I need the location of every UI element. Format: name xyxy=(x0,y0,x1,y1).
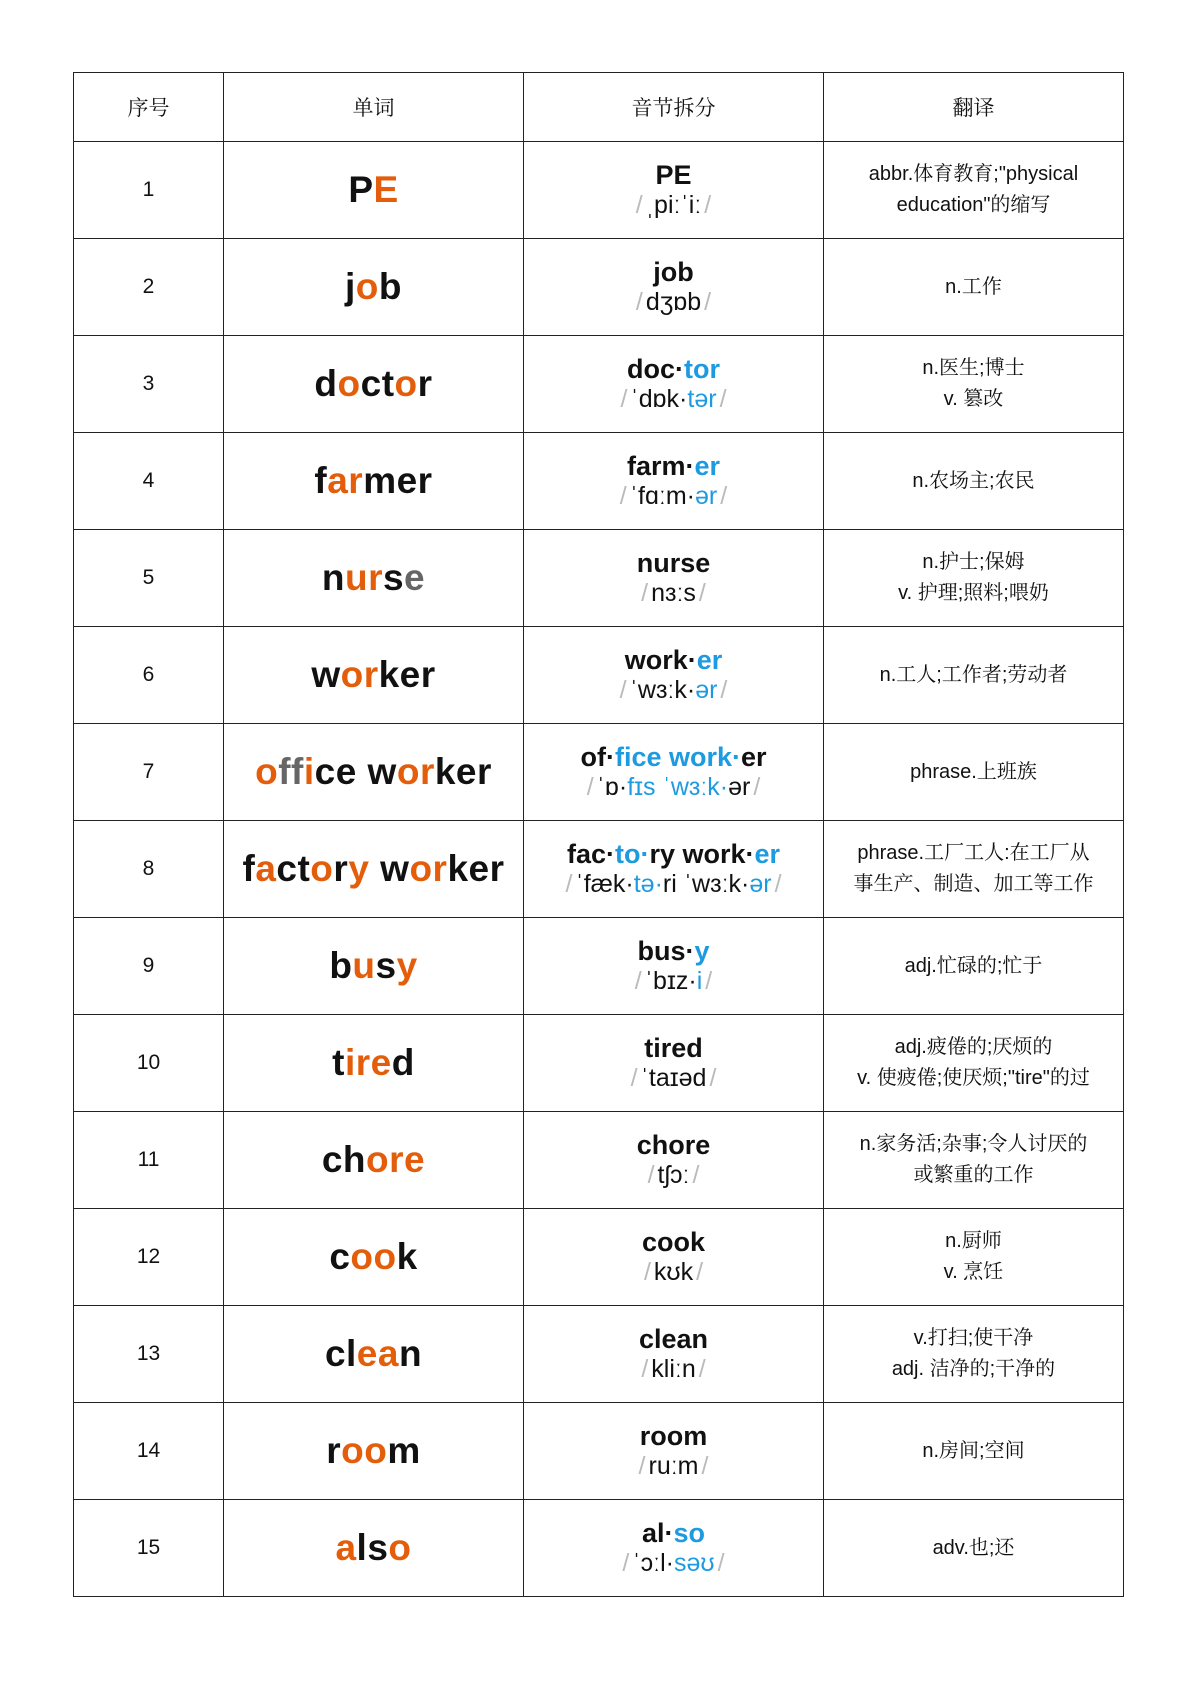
slash: / xyxy=(586,773,594,801)
syllable-cell xyxy=(524,1500,824,1597)
slash: / xyxy=(698,1355,706,1383)
word-segment: r xyxy=(417,363,433,404)
phonetic-segment: tə· xyxy=(633,870,663,898)
phonetic xyxy=(526,287,821,317)
word-segment: E xyxy=(373,169,399,210)
word-segment: ar xyxy=(327,460,364,501)
translation-line: n.工人;工作者;劳动者 xyxy=(879,663,1068,686)
slash: / xyxy=(753,773,761,801)
syllable-segment: er xyxy=(696,645,723,675)
syllable-split xyxy=(526,1033,821,1063)
header-word: 单词 xyxy=(224,73,524,142)
translation-cell xyxy=(824,724,1124,821)
table-row xyxy=(74,530,1124,627)
word-segment: t xyxy=(332,1042,345,1083)
row-index: 12 xyxy=(74,1209,224,1306)
syllable-segment: fac· xyxy=(566,839,615,869)
word-segment: ker xyxy=(447,848,505,889)
row-index: 14 xyxy=(74,1403,224,1500)
phonetic xyxy=(526,190,821,220)
syllable-cell xyxy=(524,1112,824,1209)
header-syllables: 音节拆分 xyxy=(524,73,824,142)
word-segment: j xyxy=(345,266,356,307)
phonetic-segment: ˈtaɪəd xyxy=(640,1064,707,1092)
phonetic xyxy=(526,966,821,996)
translation-cell xyxy=(824,1015,1124,1112)
table-row xyxy=(74,821,1124,918)
syllable-segment: er xyxy=(741,742,767,772)
translation-line: n.房间;空间 xyxy=(922,1439,1025,1462)
syllable-split xyxy=(526,742,821,772)
syllable-segment: y xyxy=(694,936,710,966)
table-row xyxy=(74,433,1124,530)
word-segment: a xyxy=(255,848,277,889)
word-segment: k xyxy=(396,1236,418,1277)
syllable-segment: room xyxy=(639,1421,708,1451)
slash: / xyxy=(619,676,627,704)
word-segment: mer xyxy=(363,460,433,501)
syllable-split xyxy=(526,160,821,190)
phonetic-segment: tʃɔː xyxy=(657,1161,690,1189)
word-segment: b xyxy=(329,945,353,986)
word-segment: ce w xyxy=(314,751,397,792)
phonetic-segment: dʒɒb xyxy=(645,288,702,316)
syllable-split xyxy=(526,257,821,287)
syllable-segment: farm· xyxy=(626,451,695,481)
translation-line: n.家务活;杂事;令人讨厌的 xyxy=(859,1133,1088,1155)
word-segment: d xyxy=(314,363,338,404)
phonetic xyxy=(526,1451,821,1481)
word-cell xyxy=(224,918,524,1015)
table-row xyxy=(74,1015,1124,1112)
phonetic-segment: ər xyxy=(749,870,772,898)
word-cell xyxy=(224,1306,524,1403)
slash: / xyxy=(692,1161,700,1189)
word-segment: w xyxy=(311,654,341,695)
syllable-segment: of· xyxy=(580,742,615,772)
translation-line: v.打扫;使干净 xyxy=(913,1327,1034,1349)
header-translation: 翻译 xyxy=(824,73,1124,142)
word-cell xyxy=(224,433,524,530)
syllable-cell xyxy=(524,1015,824,1112)
word-segment: n xyxy=(398,1333,423,1374)
syllable-segment: cook xyxy=(641,1227,706,1257)
phonetic-segment: ˈbɪz· xyxy=(644,967,697,995)
table-row xyxy=(74,918,1124,1015)
word-segment: ct xyxy=(360,363,395,404)
translation-line: v. 烹饪 xyxy=(943,1261,1004,1283)
word-segment: ls xyxy=(356,1527,389,1568)
syllable-segment: al· xyxy=(641,1518,674,1548)
translation-line: phrase.上班族 xyxy=(910,760,1037,783)
row-index: 13 xyxy=(74,1306,224,1403)
syllable-split xyxy=(526,451,821,481)
word-segment: n xyxy=(321,557,345,598)
syllable-cell xyxy=(524,627,824,724)
syllable-cell xyxy=(524,239,824,336)
word-segment: a xyxy=(335,1527,357,1568)
syllable-segment: ry work· xyxy=(649,839,755,869)
word-segment: o xyxy=(310,848,334,889)
header-row xyxy=(74,73,1124,142)
translation-cell xyxy=(824,821,1124,918)
word-segment: ker xyxy=(434,751,492,792)
translation-cell xyxy=(824,918,1124,1015)
translation-cell xyxy=(824,1403,1124,1500)
slash: / xyxy=(717,1549,725,1577)
translation-cell xyxy=(824,1112,1124,1209)
word-cell xyxy=(224,1403,524,1500)
row-index: 7 xyxy=(74,724,224,821)
table-row xyxy=(74,627,1124,724)
word-cell xyxy=(224,336,524,433)
word-segment: oo xyxy=(341,1430,388,1471)
word-segment: o xyxy=(255,751,279,792)
word-cell xyxy=(224,627,524,724)
syllable-cell xyxy=(524,336,824,433)
word-segment: r xyxy=(326,1430,342,1471)
phonetic-segment: nɜːs xyxy=(651,579,696,607)
word-segment: or xyxy=(409,848,448,889)
syllable-segment: work· xyxy=(624,645,697,675)
slash: / xyxy=(701,1452,709,1480)
syllable-segment: job xyxy=(653,257,694,287)
slash: / xyxy=(620,385,628,413)
word-cell xyxy=(224,724,524,821)
translation-line: 或繁重的工作 xyxy=(913,1164,1034,1186)
phonetic-segment: kliːn xyxy=(651,1355,696,1383)
table-row xyxy=(74,1112,1124,1209)
phonetic xyxy=(526,1354,821,1384)
word-segment: f xyxy=(242,848,256,889)
syllable-segment: PE xyxy=(655,160,692,190)
slash: / xyxy=(704,191,712,219)
word-segment: o xyxy=(337,363,361,404)
row-index: 5 xyxy=(74,530,224,627)
syllable-segment: so xyxy=(673,1518,706,1548)
syllable-segment: tor xyxy=(684,354,720,384)
translation-line: phrase.工厂工人:在工厂从 xyxy=(857,842,1090,864)
word-segment: ea xyxy=(356,1333,399,1374)
row-index: 6 xyxy=(74,627,224,724)
row-index: 9 xyxy=(74,918,224,1015)
word-segment: ore xyxy=(366,1139,426,1180)
translation-line: adj.忙碌的;忙于 xyxy=(904,954,1043,977)
phonetic xyxy=(526,1257,821,1287)
phonetic-segment: kʊk xyxy=(653,1258,694,1286)
syllable-cell xyxy=(524,1209,824,1306)
word-segment: o xyxy=(394,363,418,404)
syllable-segment: nurse xyxy=(636,548,711,578)
phonetic-segment: ˈɔːl· xyxy=(632,1549,675,1577)
slash: / xyxy=(720,676,728,704)
phonetic xyxy=(526,384,821,414)
syllable-segment: clean xyxy=(638,1324,709,1354)
phonetic-segment: tər xyxy=(687,385,717,413)
word-cell xyxy=(224,1500,524,1597)
phonetic-segment: səʊ xyxy=(674,1549,715,1577)
phonetic xyxy=(526,675,821,705)
slash: / xyxy=(635,191,643,219)
phonetic xyxy=(526,1063,821,1093)
translation-cell xyxy=(824,1500,1124,1597)
syllable-segment: chore xyxy=(636,1130,711,1160)
phonetic-segment: i xyxy=(696,967,703,995)
slash: / xyxy=(638,1452,646,1480)
phonetic xyxy=(526,869,821,899)
translation-line: v. 护理;照料;喂奶 xyxy=(898,582,1049,604)
word-segment: ire xyxy=(344,1042,392,1083)
slash: / xyxy=(720,482,728,510)
row-index: 4 xyxy=(74,433,224,530)
syllable-split xyxy=(526,645,821,675)
header-index: 序号 xyxy=(74,73,224,142)
syllable-split xyxy=(526,1518,821,1548)
word-segment: r xyxy=(333,848,349,889)
phonetic xyxy=(526,578,821,608)
translation-line: abbr.体育教育;"physical xyxy=(868,163,1079,185)
syllable-split xyxy=(526,1130,821,1160)
syllable-segment: doc· xyxy=(627,354,684,384)
word-segment: u xyxy=(352,945,376,986)
phonetic-segment: ˌpiːˈiː xyxy=(645,191,702,219)
slash: / xyxy=(641,1355,649,1383)
phonetic-segment: ər xyxy=(695,482,718,510)
translation-line: n.医生;博士 xyxy=(922,357,1025,379)
phonetic-segment: ruːm xyxy=(648,1452,699,1480)
table-row xyxy=(74,336,1124,433)
table-row xyxy=(74,239,1124,336)
word-segment: d xyxy=(391,1042,415,1083)
word-segment: w xyxy=(369,848,410,889)
syllable-split xyxy=(526,936,821,966)
translation-line: n.厨师 xyxy=(945,1230,1002,1252)
slash: / xyxy=(719,385,727,413)
translation-line: adj. 洁净的;干净的 xyxy=(891,1358,1056,1380)
phonetic-segment: ri ˈwɜːk· xyxy=(662,870,750,898)
syllable-segment: to· xyxy=(614,839,650,869)
word-segment: oo xyxy=(350,1236,397,1277)
syllable-split xyxy=(526,1324,821,1354)
word-segment: ker xyxy=(378,654,436,695)
translation-cell xyxy=(824,627,1124,724)
word-segment: s xyxy=(382,557,405,598)
translation-cell xyxy=(824,336,1124,433)
syllable-cell xyxy=(524,724,824,821)
word-segment: ct xyxy=(276,848,311,889)
word-segment: ff xyxy=(278,751,304,792)
slash: / xyxy=(774,870,782,898)
row-index: 3 xyxy=(74,336,224,433)
slash: / xyxy=(641,579,649,607)
word-segment: y xyxy=(396,945,418,986)
word-segment: or xyxy=(396,751,435,792)
syllable-segment: tired xyxy=(644,1033,703,1063)
translation-line: education"的缩写 xyxy=(896,194,1051,216)
table-row xyxy=(74,1500,1124,1597)
translation-cell xyxy=(824,142,1124,239)
slash: / xyxy=(698,579,706,607)
syllable-split xyxy=(526,548,821,578)
syllable-segment: bus· xyxy=(637,936,695,966)
row-index: 15 xyxy=(74,1500,224,1597)
word-segment: ch xyxy=(321,1139,367,1180)
phonetic xyxy=(526,772,821,802)
word-segment: m xyxy=(387,1430,421,1471)
slash: / xyxy=(647,1161,655,1189)
row-index: 2 xyxy=(74,239,224,336)
row-index: 11 xyxy=(74,1112,224,1209)
word-segment: f xyxy=(314,460,328,501)
slash: / xyxy=(622,1549,630,1577)
word-segment: e xyxy=(404,557,426,598)
syllable-segment: fice work· xyxy=(614,742,741,772)
word-segment: o xyxy=(355,266,379,307)
word-segment: P xyxy=(348,169,374,210)
phonetic-segment: ˈɒ· xyxy=(596,773,628,801)
translation-line: n.工作 xyxy=(945,275,1002,298)
word-segment: or xyxy=(340,654,379,695)
table-row xyxy=(74,1403,1124,1500)
table-row xyxy=(74,142,1124,239)
table-row xyxy=(74,1306,1124,1403)
word-cell xyxy=(224,1209,524,1306)
syllable-split xyxy=(526,1227,821,1257)
row-index: 8 xyxy=(74,821,224,918)
slash: / xyxy=(643,1258,651,1286)
slash: / xyxy=(565,870,573,898)
syllable-split xyxy=(526,839,821,869)
slash: / xyxy=(705,967,713,995)
translation-line: adv.也;还 xyxy=(932,1536,1015,1559)
phonetic xyxy=(526,1548,821,1578)
phonetic-segment: ər xyxy=(695,676,718,704)
syllable-cell xyxy=(524,918,824,1015)
word-cell xyxy=(224,239,524,336)
phonetic-segment: ər xyxy=(728,773,751,801)
table-row xyxy=(74,1209,1124,1306)
phonetic xyxy=(526,1160,821,1190)
table-row xyxy=(74,724,1124,821)
phonetic-segment: ˈfæk· xyxy=(575,870,634,898)
word-cell xyxy=(224,1015,524,1112)
translation-cell xyxy=(824,1306,1124,1403)
slash: / xyxy=(696,1258,704,1286)
word-segment: i xyxy=(303,751,315,792)
word-segment: cl xyxy=(324,1333,357,1374)
slash: / xyxy=(630,1064,638,1092)
word-segment: o xyxy=(388,1527,412,1568)
syllable-segment: er xyxy=(694,451,721,481)
phonetic-segment: ˈwɜːk· xyxy=(629,676,696,704)
phonetic xyxy=(526,481,821,511)
word-segment: y xyxy=(348,848,370,889)
syllable-cell xyxy=(524,1306,824,1403)
vocabulary-table xyxy=(73,72,1124,1597)
syllable-cell xyxy=(524,433,824,530)
translation-line: 事生产、制造、加工等工作 xyxy=(853,873,1094,895)
slash: / xyxy=(709,1064,717,1092)
translation-line: n.农场主;农民 xyxy=(912,469,1035,492)
syllable-segment: er xyxy=(754,839,781,869)
slash: / xyxy=(635,288,643,316)
syllable-cell xyxy=(524,530,824,627)
word-segment: ur xyxy=(344,557,383,598)
translation-cell xyxy=(824,1209,1124,1306)
row-index: 1 xyxy=(74,142,224,239)
word-segment: b xyxy=(378,266,402,307)
word-segment: s xyxy=(375,945,397,986)
syllable-split xyxy=(526,354,821,384)
syllable-split xyxy=(526,1421,821,1451)
translation-cell xyxy=(824,433,1124,530)
syllable-cell xyxy=(524,821,824,918)
slash: / xyxy=(704,288,712,316)
slash: / xyxy=(619,482,627,510)
word-cell xyxy=(224,821,524,918)
phonetic-segment: ˈdɒk· xyxy=(630,385,688,413)
word-cell xyxy=(224,530,524,627)
translation-line: n.护士;保姆 xyxy=(922,551,1025,573)
slash: / xyxy=(634,967,642,995)
word-cell xyxy=(224,1112,524,1209)
translation-line: v. 篡改 xyxy=(943,388,1004,410)
syllable-cell xyxy=(524,142,824,239)
phonetic-segment: fɪs ˈwɜːk· xyxy=(627,773,729,801)
word-cell xyxy=(224,142,524,239)
row-index: 10 xyxy=(74,1015,224,1112)
translation-cell xyxy=(824,530,1124,627)
translation-line: v. 使疲倦;使厌烦;"tire"的过 xyxy=(857,1067,1090,1089)
phonetic-segment: ˈfɑːm· xyxy=(629,482,696,510)
syllable-cell xyxy=(524,1403,824,1500)
translation-line: adj.疲倦的;厌烦的 xyxy=(894,1036,1053,1058)
word-segment: c xyxy=(329,1236,351,1277)
translation-cell xyxy=(824,239,1124,336)
